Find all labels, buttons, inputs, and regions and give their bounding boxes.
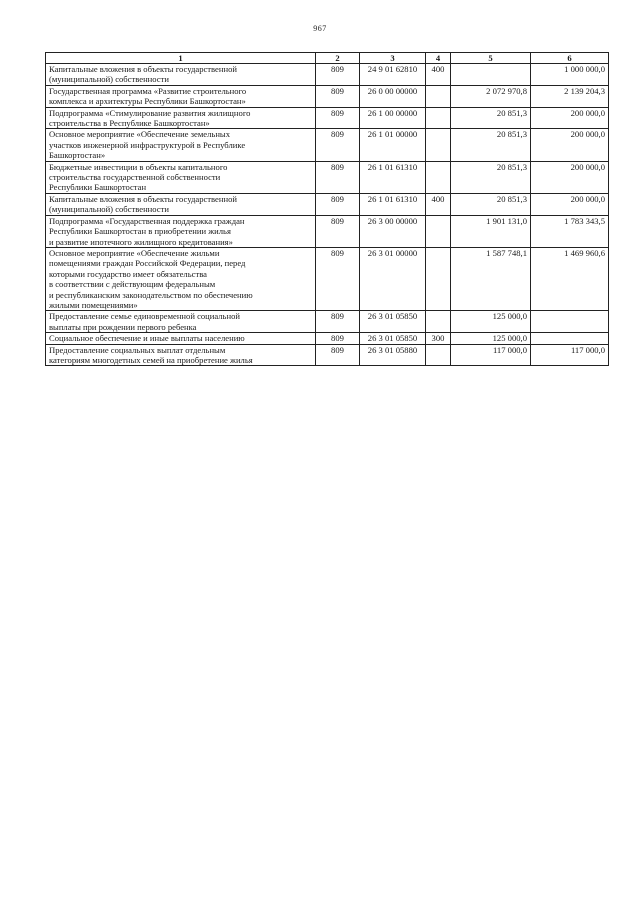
row-name-cell bbox=[46, 247, 316, 310]
row-name-cell bbox=[46, 107, 316, 129]
header-col-5: 5 bbox=[451, 53, 531, 64]
row-name: Подпрограмма «Государственная поддержка граждан Республики Башкортостан в приобретении жилья и развитие ипотечного жилищного кредитования» bbox=[49, 215, 245, 247]
row-sum1: 117 000,0 bbox=[451, 344, 531, 366]
table-row bbox=[46, 333, 609, 344]
row-sum1: 125 000,0 bbox=[451, 333, 531, 344]
table-row bbox=[46, 85, 609, 107]
table-row bbox=[46, 247, 609, 310]
row-sum2: 1 000 000,0 bbox=[531, 64, 609, 86]
row-name: Подпрограмма «Стимулирование развития жилищного строительства в Республике Башкортостан» bbox=[49, 107, 251, 129]
row-name: Основное мероприятие «Обеспечение земельных участков инженерной инфраструктурой в Республике Башкортостан» bbox=[49, 129, 246, 161]
row-ministry: 809 bbox=[316, 161, 360, 193]
row-sum2: 200 000,0 bbox=[531, 193, 609, 215]
row-type bbox=[426, 247, 451, 310]
table-body bbox=[46, 64, 609, 366]
header-col-6: 6 bbox=[531, 53, 609, 64]
row-name: Предоставление семье единовременной социальной выплаты при рождении первого ребенка bbox=[49, 311, 240, 332]
header-col-4: 4 bbox=[426, 53, 451, 64]
row-name: Государственная программа «Развитие строительного комплекса и архитектуры Республики Башкортостан» bbox=[49, 85, 247, 107]
row-target: 26 0 00 00000 bbox=[360, 85, 426, 107]
row-name-cell bbox=[46, 333, 316, 344]
row-sum1: 2 072 970,8 bbox=[451, 85, 531, 107]
table-row bbox=[46, 344, 609, 366]
table-row bbox=[46, 161, 609, 193]
row-ministry: 809 bbox=[316, 311, 360, 333]
table-row bbox=[46, 215, 609, 247]
row-sum1: 125 000,0 bbox=[451, 311, 531, 333]
row-type bbox=[426, 107, 451, 129]
row-target: 26 1 01 00000 bbox=[360, 129, 426, 161]
row-name: Предоставление социальных выплат отдельным категориям многодетных семей на приобретение жилья bbox=[49, 344, 253, 365]
table-row bbox=[46, 64, 609, 86]
row-sum2: 117 000,0 bbox=[531, 344, 609, 366]
row-sum2 bbox=[531, 311, 609, 333]
row-ministry: 809 bbox=[316, 333, 360, 344]
row-ministry: 809 bbox=[316, 129, 360, 161]
row-name-cell bbox=[46, 344, 316, 366]
row-sum2 bbox=[531, 333, 609, 344]
row-type: 400 bbox=[426, 193, 451, 215]
row-target: 26 1 00 00000 bbox=[360, 107, 426, 129]
row-target: 24 9 01 62810 bbox=[360, 64, 426, 86]
row-name-cell bbox=[46, 85, 316, 107]
row-sum2: 1 783 343,5 bbox=[531, 215, 609, 247]
budget-table bbox=[45, 52, 609, 366]
row-sum2: 200 000,0 bbox=[531, 161, 609, 193]
header-col-3: 3 bbox=[360, 53, 426, 64]
row-sum1: 20 851,3 bbox=[451, 193, 531, 215]
row-sum1: 20 851,3 bbox=[451, 107, 531, 129]
row-sum1: 20 851,3 bbox=[451, 161, 531, 193]
page-number: 967 bbox=[313, 24, 327, 33]
row-ministry: 809 bbox=[316, 344, 360, 366]
row-ministry: 809 bbox=[316, 193, 360, 215]
row-ministry: 809 bbox=[316, 247, 360, 310]
row-name-cell bbox=[46, 161, 316, 193]
row-sum1: 20 851,3 bbox=[451, 129, 531, 161]
row-name-cell bbox=[46, 129, 316, 161]
row-name: Бюджетные инвестиции в объекты капитального строительства государственной собственности Республики Башкортостан bbox=[49, 161, 228, 193]
row-sum2: 200 000,0 bbox=[531, 129, 609, 161]
row-name: Основное мероприятие «Обеспечение жильми помещениями граждан Российской Федерации, перед которыми государство имеет обязательства в соответствии с действующим федеральным и республиканским законодательством по обеспечению жилыми помещениями» bbox=[49, 247, 253, 310]
row-name: Социальное обеспечение и иные выплаты населению bbox=[49, 333, 245, 344]
header-col-1: 1 bbox=[46, 53, 316, 64]
row-name-cell bbox=[46, 64, 316, 86]
row-sum1: 1 587 748,1 bbox=[451, 247, 531, 310]
row-target: 26 3 01 05850 bbox=[360, 311, 426, 333]
row-target: 26 1 01 61310 bbox=[360, 161, 426, 193]
row-name-cell bbox=[46, 215, 316, 247]
row-target: 26 3 01 05880 bbox=[360, 344, 426, 366]
row-name-cell bbox=[46, 311, 316, 333]
row-type bbox=[426, 161, 451, 193]
row-target: 26 3 01 00000 bbox=[360, 247, 426, 310]
table-row bbox=[46, 311, 609, 333]
row-name: Капитальные вложения в объекты государственной (муниципальной) собственности bbox=[49, 193, 237, 215]
row-target: 26 3 00 00000 bbox=[360, 215, 426, 247]
row-name: Капитальные вложения в объекты государственной (муниципальной) собственности bbox=[49, 64, 237, 85]
row-name-cell bbox=[46, 193, 316, 215]
table-row bbox=[46, 129, 609, 161]
row-ministry: 809 bbox=[316, 215, 360, 247]
row-sum2: 1 469 960,6 bbox=[531, 247, 609, 310]
table-row bbox=[46, 107, 609, 129]
row-type bbox=[426, 129, 451, 161]
row-sum2: 2 139 204,3 bbox=[531, 85, 609, 107]
row-target: 26 1 01 61310 bbox=[360, 193, 426, 215]
row-ministry: 809 bbox=[316, 64, 360, 86]
row-ministry: 809 bbox=[316, 85, 360, 107]
row-sum2: 200 000,0 bbox=[531, 107, 609, 129]
row-ministry: 809 bbox=[316, 107, 360, 129]
table-header bbox=[46, 53, 609, 64]
header-col-2: 2 bbox=[316, 53, 360, 64]
row-sum1: 1 901 131,0 bbox=[451, 215, 531, 247]
row-type bbox=[426, 85, 451, 107]
row-type bbox=[426, 344, 451, 366]
row-type: 400 bbox=[426, 64, 451, 86]
row-type bbox=[426, 311, 451, 333]
row-target: 26 3 01 05850 bbox=[360, 333, 426, 344]
row-sum1 bbox=[451, 64, 531, 86]
table-row bbox=[46, 193, 609, 215]
row-type: 300 bbox=[426, 333, 451, 344]
row-type bbox=[426, 215, 451, 247]
